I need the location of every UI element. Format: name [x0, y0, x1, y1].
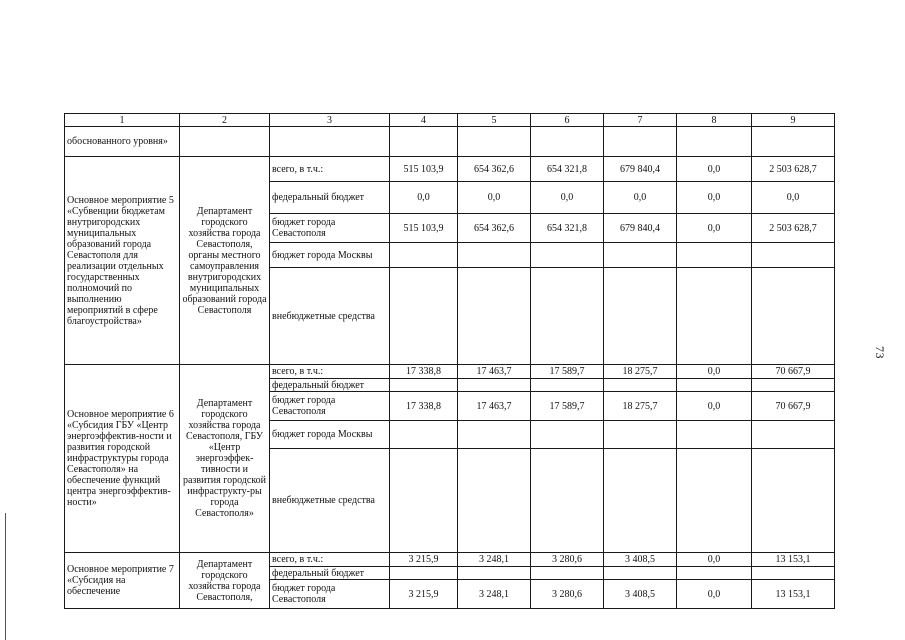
value-cell: 3 280,6	[531, 553, 604, 567]
value-cell	[390, 268, 458, 365]
column-number: 6	[531, 114, 604, 127]
value-cell: 0,0	[677, 157, 752, 182]
funding-source: федеральный бюджет	[270, 379, 390, 392]
value-cell	[390, 421, 458, 449]
column-number: 8	[677, 114, 752, 127]
value-cell: 0,0	[390, 182, 458, 214]
value-cell: 17 463,7	[458, 365, 531, 379]
value-cell: 3 280,6	[531, 580, 604, 609]
value-cell: 0,0	[677, 580, 752, 609]
value-cell: 13 153,1	[752, 553, 835, 567]
value-cell: 679 840,4	[604, 157, 677, 182]
value-cell	[604, 567, 677, 580]
funding-source: всего, в т.ч.:	[270, 553, 390, 567]
funding-source: бюджет города Москвы	[270, 243, 390, 268]
funding-source: всего, в т.ч.:	[270, 157, 390, 182]
value-cell: 654 321,8	[531, 214, 604, 243]
value-cell: 679 840,4	[604, 214, 677, 243]
value-cell: 0,0	[677, 553, 752, 567]
value-cell	[677, 268, 752, 365]
funding-source: бюджет города Севастополя	[270, 392, 390, 421]
value-cell: 3 215,9	[390, 580, 458, 609]
value-cell: 0,0	[458, 182, 531, 214]
budget-table	[64, 113, 835, 609]
value-cell: 515 103,9	[390, 157, 458, 182]
value-cell	[531, 379, 604, 392]
value-cell	[458, 421, 531, 449]
value-cell	[752, 421, 835, 449]
column-number: 4	[390, 114, 458, 127]
value-cell: 17 589,7	[531, 392, 604, 421]
funding-source: федеральный бюджет	[270, 567, 390, 580]
measure-executor: Департамент городского хозяйства города Севастополя, органы местного самоуправления внутригородских муниципальных образований города Севастополя	[180, 157, 270, 365]
value-cell: 3 215,9	[390, 553, 458, 567]
value-cell: 0,0	[531, 182, 604, 214]
value-cell	[677, 379, 752, 392]
value-cell	[677, 421, 752, 449]
value-cell: 0,0	[604, 182, 677, 214]
value-cell	[390, 379, 458, 392]
value-cell	[604, 268, 677, 365]
value-cell: 17 463,7	[458, 392, 531, 421]
value-cell	[458, 449, 531, 553]
value-cell: 0,0	[677, 365, 752, 379]
column-number: 1	[65, 114, 180, 127]
scan-margin-line	[5, 513, 6, 640]
column-number: 3	[270, 114, 390, 127]
measure-name: Основное мероприятие 7 «Субсидия на обеспечение	[65, 553, 180, 609]
value-cell	[531, 449, 604, 553]
value-cell: 3 248,1	[458, 580, 531, 609]
value-cell	[604, 243, 677, 268]
value-cell	[458, 379, 531, 392]
value-cell: 18 275,7	[604, 392, 677, 421]
column-number: 7	[604, 114, 677, 127]
measure-executor: Департамент городского хозяйства города Севастополя,	[180, 553, 270, 609]
value-cell	[458, 567, 531, 580]
funding-source: бюджет города Севастополя	[270, 214, 390, 243]
value-cell: 3 248,1	[458, 553, 531, 567]
measure-name: Основное мероприятие 6 «Субсидия ГБУ «Центр энергоэффектив-ности и развития городской инфраструктуры города Севастополя» на обеспечение функций центра энергоэффектив-ности»	[65, 365, 180, 553]
value-cell	[531, 567, 604, 580]
column-number: 5	[458, 114, 531, 127]
value-cell: 654 362,6	[458, 157, 531, 182]
measure-name-continuation: обоснованного уровня»	[65, 127, 180, 157]
funding-source: федеральный бюджет	[270, 182, 390, 214]
value-cell: 0,0	[677, 214, 752, 243]
value-cell	[752, 449, 835, 553]
table-row	[65, 157, 835, 182]
value-cell: 0,0	[752, 182, 835, 214]
table-row	[65, 365, 835, 379]
value-cell: 2 503 628,7	[752, 157, 835, 182]
value-cell	[390, 243, 458, 268]
value-cell	[752, 243, 835, 268]
column-number: 2	[180, 114, 270, 127]
funding-source: бюджет города Москвы	[270, 421, 390, 449]
funding-source: внебюджетные средства	[270, 449, 390, 553]
value-cell	[677, 243, 752, 268]
value-cell	[458, 268, 531, 365]
value-cell	[531, 421, 604, 449]
value-cell	[752, 379, 835, 392]
value-cell	[604, 379, 677, 392]
value-cell: 654 362,6	[458, 214, 531, 243]
value-cell: 70 667,9	[752, 392, 835, 421]
funding-source: внебюджетные средства	[270, 268, 390, 365]
funding-source: всего, в т.ч.:	[270, 365, 390, 379]
page-number: 73	[873, 346, 887, 359]
value-cell	[677, 567, 752, 580]
value-cell: 17 589,7	[531, 365, 604, 379]
value-cell	[390, 449, 458, 553]
value-cell: 3 408,5	[604, 553, 677, 567]
value-cell: 515 103,9	[390, 214, 458, 243]
funding-source: бюджет города Севастополя	[270, 580, 390, 609]
value-cell	[752, 567, 835, 580]
value-cell: 13 153,1	[752, 580, 835, 609]
column-number: 9	[752, 114, 835, 127]
measure-name: Основное мероприятие 5 «Субвенции бюджетам внутригородских муниципальных образований города Севастополя для реализации отдельных государственных полномочий по выполнению мероприятий в сфере благоустройства»	[65, 157, 180, 365]
value-cell	[677, 449, 752, 553]
value-cell: 17 338,8	[390, 392, 458, 421]
value-cell	[390, 567, 458, 580]
value-cell	[752, 268, 835, 365]
value-cell	[604, 449, 677, 553]
value-cell: 2 503 628,7	[752, 214, 835, 243]
column-number-row	[65, 114, 835, 127]
value-cell: 0,0	[677, 182, 752, 214]
value-cell: 654 321,8	[531, 157, 604, 182]
value-cell	[604, 421, 677, 449]
continuation-row	[65, 127, 835, 157]
value-cell: 0,0	[677, 392, 752, 421]
measure-executor: Департамент городского хозяйства города Севастополя, ГБУ «Центр энергоэффек-тивности и развития городской инфраструкту-ры города Севастополя»	[180, 365, 270, 553]
value-cell: 70 667,9	[752, 365, 835, 379]
table-row	[65, 553, 835, 567]
value-cell: 3 408,5	[604, 580, 677, 609]
value-cell	[531, 243, 604, 268]
value-cell	[531, 268, 604, 365]
value-cell: 17 338,8	[390, 365, 458, 379]
value-cell	[458, 243, 531, 268]
value-cell: 18 275,7	[604, 365, 677, 379]
